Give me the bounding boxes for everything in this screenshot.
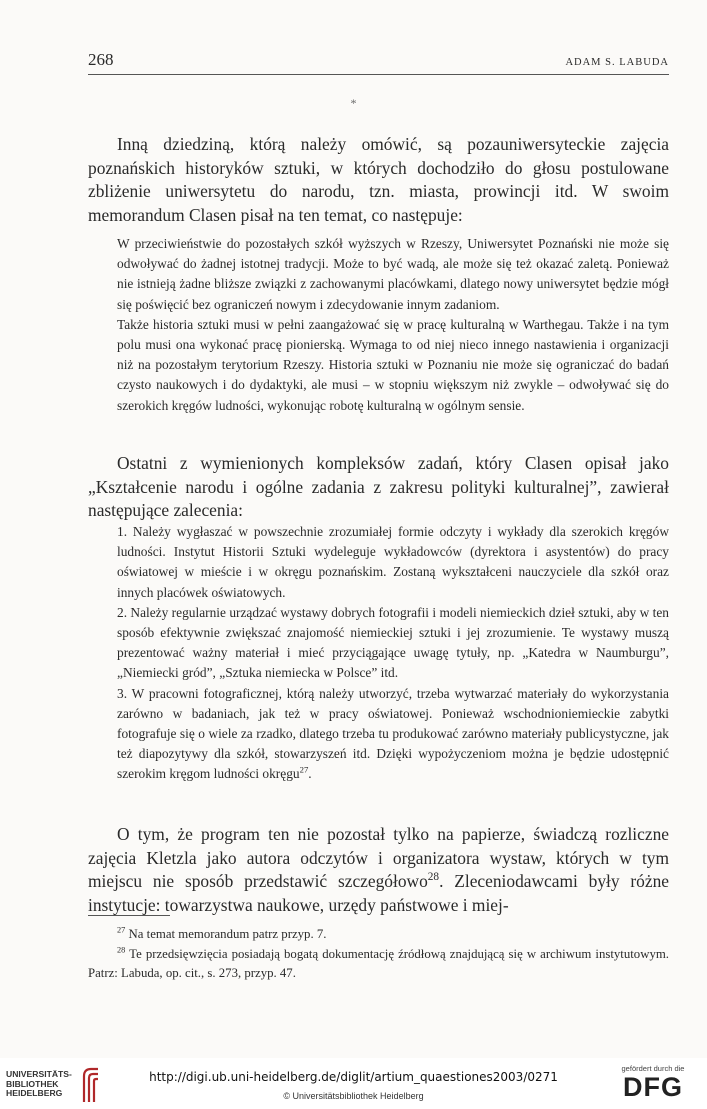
- page-number: 268: [88, 50, 114, 69]
- body-paragraph-2: Ostatni z wymienionych kompleksów zadań, który Clasen opisał jako „Kształcenie narodu i ogólne zadania z zakresu polityki kulturalnej”, zawierał następujące zalecenia:: [88, 453, 669, 520]
- footnote-number: 28: [117, 945, 126, 955]
- dfg-logo[interactable]: [613, 1064, 693, 1101]
- running-head-author: ADAM S. LABUDA: [565, 57, 669, 68]
- footnote-text: Te przedsięwzięcia posiadają bogatą dokumentację źródłową znajdującą się w archiwum instytutowym. Patrz: Labuda, op. cit., s. 273, przyp. 47.: [88, 946, 669, 980]
- quote-list-item: 2. Należy regularnie urządzać wystawy dobrych fotografii i modeli niemieckich dzieł sztuki, aby w ten sposób efektywnie zwiększać znajomość niemieckiej sztuki i jej zrozumienie. Te wystawy muszą prezentować ważny materiał i mieć przyciągające uwagę tytuły, np. „Katedra w Naumburgu”, „Niemiecki gród”, „Sztuka niemiecka w Polsce” itd.: [117, 604, 669, 681]
- body-paragraph-1: Inną dziedziną, którą należy omówić, są pozauniwersyteckie zajęcia poznańskich historyków sztuki, w których dochodziło do głosu postulowane zbliżenie uniwersytetu do narodu, tzn. miasta, prowincji itd. W swoim memorandum Clasen pisał na ten temat, co następuje:: [88, 134, 669, 225]
- digitization-footer: [0, 1058, 707, 1109]
- footnote-27: [88, 925, 669, 945]
- block-quote-2: [117, 522, 669, 785]
- footnote-ref[interactable]: 27: [299, 764, 309, 775]
- quote-text-end: .: [308, 766, 312, 782]
- library-name-line: HEIDELBERG: [6, 1088, 63, 1099]
- running-head: [88, 50, 669, 75]
- library-name-line: UNIVERSITÄTS-: [6, 1069, 72, 1079]
- quote-text: 3. W pracowni fotograficznej, którą należy utworzyć, trzeba wytwarzać materiały do wykorzystania zarówno w badaniach, jak też w pracy oświatowej. Ponieważ wschodnioniemieckie zabytki fotografuje się o wiele za rzadko, dlatego trzeba tu produkować zarówno materiały publicystyczne, jak też diapozytywy dla szkół, stowarzyszeń itd. Dzięki wypożyczeniom można je będzie udostępnić szerokim kręgom ludności okręgu: [117, 685, 669, 782]
- paragraph-text-end: . Zleceniodawcami były różne instytucje: towarzystwa naukowe, urzędy państwowe i miej-: [88, 871, 670, 915]
- footnote-ref[interactable]: 28: [427, 871, 440, 884]
- library-name-line: BIBLIOTHEK: [6, 1078, 59, 1089]
- footnote-28: [88, 945, 669, 984]
- paragraph-text: O tym, że program ten nie pozostał tylko na papierze, świadczą rozliczne zajęcia Kletzla jako autora odczytów i organizatora wystaw, których w tym miejscu nie sposób przedstawić szczegółowo: [88, 824, 669, 891]
- footnote-rule: [88, 915, 170, 916]
- quote-list-item: 1. Należy wygłaszać w powszechnie zrozumiałej formie odczyty i wykłady dla szerokich kręgów ludności. Instytut Historii Sztuki wydeleguje wykładowców (dyrektora i asystentów) do pracy oświatowej w mieście i w okręgu poznańskim. Zostaną wykształceni nauczyciele dla szkół oraz innych placówek oświatowych.: [117, 524, 669, 600]
- footnote-text: Na temat memorandum patrz przyp. 7.: [125, 927, 327, 941]
- quote-list-item: [117, 684, 669, 785]
- source-url-link[interactable]: http://digi.ub.uni-heidelberg.de/diglit/artium_quaestiones2003/0271: [149, 1070, 558, 1084]
- block-quote-1: [117, 234, 669, 416]
- footnote-number: 27: [117, 925, 126, 935]
- copyright-text: © Universitätsbibliothek Heidelberg: [283, 1091, 424, 1101]
- dfg-wordmark: DFG: [623, 1072, 683, 1102]
- footnotes: [88, 925, 669, 984]
- funded-by-text: gefördert durch die: [621, 1064, 685, 1073]
- quote-paragraph: W przeciwieństwie do pozostałych szkół wyższych w Rzeszy, Uniwersytet Poznański nie może się odwoływać do żadnej istotnej tradycji. Może to być wadą, ale może się też okazać zaletą. Ponieważ nie istnieją żadne bliższe związki z zachowanymi placówkami, dlatego nowy uniwersytet będzie mógł się poświęcić bez ograniczeń nowym i zdecydowanie innym zadaniom.: [117, 236, 669, 312]
- section-separator: *: [350, 96, 357, 110]
- body-paragraph-3: [88, 823, 669, 917]
- quote-paragraph: Także historia sztuki musi w pełni zaangażować się w pracę kulturalną w Warthegau. Także i na tym polu musi ona wykonać pracę pionierską. Wymaga to od niej nieco innego nastawienia i organizacji niż na pozostałym terytorium Rzeszy. Historia sztuki w Poznaniu nie może się ograniczać do badań czysto naukowych i do dydaktyki, ale musi – w stopniu większym niż zwykle – odwoływać się do szerokich kręgów ludności, wykonując robotę kulturalną w ogólnym sensie.: [117, 316, 669, 413]
